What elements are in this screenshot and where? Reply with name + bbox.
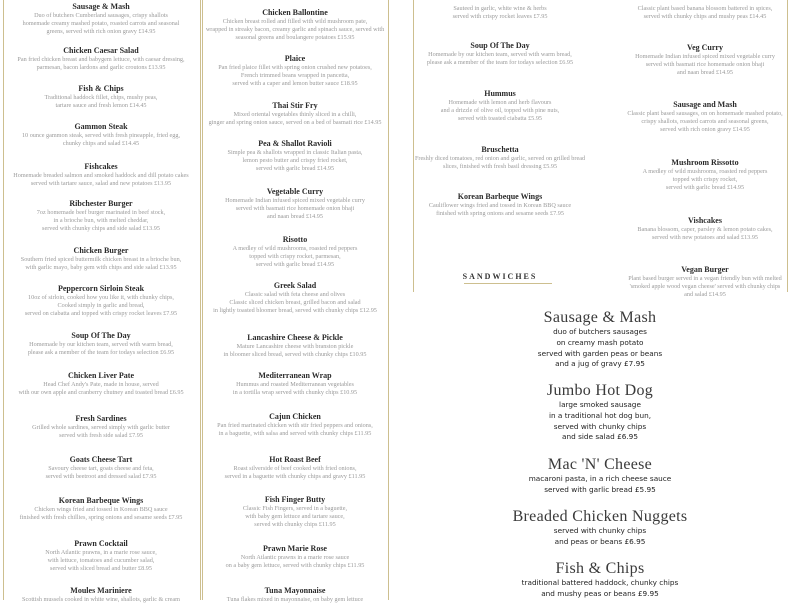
menu-item-title: Hummus (484, 89, 516, 98)
menu-item-description: Mature Lancashire cheese with branston pickle (236, 343, 354, 350)
kids-item-description: and peas or beans £6.95 (554, 536, 646, 546)
menu-item-title: Vishcakes (688, 216, 722, 225)
menu-item-title: Korean Barbeque Wings (457, 192, 543, 201)
menu-item-description: Tuna flakes mixed in mayonnaise, on baby gem lettuce (226, 596, 364, 603)
menu-item (202, 100, 388, 127)
menu-item-description: served with new potatoes and salad £13.95 (651, 234, 759, 241)
menu-item-description: lemon pesto butter and crispy fried rocket, (242, 157, 348, 164)
menu-item-title: Mushroom Rissotto (671, 158, 739, 167)
menu-item-description: tartare sauce and fresh lemon £14.45 (55, 102, 147, 109)
menu-item-description: please ask a member of the team for todays selection £6.95 (27, 349, 175, 356)
menu-item-title: Goats Cheese Tart (69, 455, 133, 464)
menu-item-title: Soup Of The Day (71, 331, 131, 340)
menu-item-description: Cooked simply in garlic and bread, (57, 302, 145, 309)
menu-item-description: 'smoked apple wood vegan cheese' served with chunky chips (629, 283, 781, 290)
menu-item-title: Fish Finger Butty (264, 495, 326, 504)
menu-item-description: and salad £14.95 (684, 291, 726, 298)
kids-menu-item (480, 456, 720, 496)
menu-item (202, 186, 388, 221)
menu-item (202, 53, 388, 88)
menu-item (202, 138, 388, 173)
menu-item-description: greens, served with rich onion gravy £14.95 (46, 28, 156, 35)
kids-item-description: in a traditional hot dog bun, (548, 410, 652, 420)
menu-item-description: Pan fried plaice fillet with spring onion crushed new potatoes, (218, 64, 372, 71)
menu-item-title: Pea & Shallot Ravioli (258, 139, 332, 148)
menu-item-description: please ask a member of the team for todays selection £6.95 (426, 59, 574, 66)
menu-item-description: and naan bread £14.95 (266, 213, 323, 220)
kids-item-description: and a jug of gravy £7.95 (555, 359, 645, 369)
menu-item-title: Moules Mariniere (70, 586, 132, 595)
kids-menu-item (480, 560, 720, 600)
menu-item-description: topped with crispy rocket, parmesan, (249, 253, 341, 260)
menu-item (3, 330, 199, 357)
menu-item-title: Bruschetta (481, 145, 519, 154)
menu-item (3, 370, 199, 397)
menu-item-description: Simple pea & shallots wrapped in classic Italian pasta, (227, 149, 363, 156)
menu-item-description: Chicken breast rolled and filled with wild mushroom pate, (222, 18, 368, 25)
menu-item-description: Savoury cheese tart, goats cheese and feta, (48, 465, 154, 472)
menu-item-description: Roast silverside of beef cooked with fried onions, (233, 465, 357, 472)
menu-item-description: Classic plant based banana blossom battered in spices, (637, 5, 773, 12)
kids-item-description: served with garlic bread £5.95 (544, 484, 656, 494)
menu-item-description: Traditional haddock fillet, chips, mushy peas, (44, 94, 158, 101)
menu-item-title: Chicken Liver Pate (67, 371, 135, 380)
menu-item-description: and a drizzle of olive oil, topped with pine nuts, (440, 107, 560, 114)
menu-item-description: served with crispy rocket leaves £7.95 (452, 13, 548, 20)
divider (388, 0, 389, 600)
menu-item-description: in bloomer sliced bread, served with chunky chips £10.95 (223, 351, 367, 358)
menu-item-description: Classic salad with feta cheese and olives (244, 291, 346, 298)
menu-item-description: North Atlantic prawns in a marie rose sauce (240, 554, 350, 561)
menu-item (202, 543, 388, 570)
menu-item (202, 494, 388, 529)
menu-item-description: A medley of wild mushrooms, roasted red peppers (232, 245, 358, 252)
menu-item-description: parmesan, bacon lardons and garlic croutons £13.95 (36, 64, 166, 71)
menu-item-title: Ribchester Burger (69, 199, 133, 208)
menu-item-description: in a baguette, with salsa and served with chunky chips £11.95 (218, 430, 372, 437)
menu-item-description: French trimmed beans wrapped in pancetta, (240, 72, 350, 79)
kids-item-title: Fish & Chips (555, 560, 645, 577)
menu-item (202, 280, 388, 315)
menu-item (202, 411, 388, 438)
menu-item-description: served with chunky chips and side salad £13.95 (42, 225, 160, 232)
menu-item-description: Homemade by our kitchen team, served with warm bread, (29, 341, 173, 348)
menu-item-description: served with chunky chips and mushy peas £14.45 (643, 13, 767, 20)
menu-item-title: Vegetable Curry (266, 187, 324, 196)
menu-item-title: Peppercorn Sirloin Steak (57, 284, 145, 293)
menu-item (3, 121, 199, 148)
menu-item (3, 161, 199, 188)
sandwiches-heading: SANDWICHES (462, 272, 538, 281)
menu-item-description: served with garlic bread £14.95 (255, 261, 335, 268)
menu-item (410, 5, 590, 21)
menu-item-title: Sausage and Mash (673, 100, 737, 109)
menu-item-description: finished with fresh chillies, spring onions and sesame seeds £7.95 (19, 514, 183, 521)
kids-item-description: on creamy mash potato (556, 337, 644, 347)
kids-item-description: traditional battered haddock, chunky chips (521, 578, 679, 587)
heading-underline (464, 283, 552, 284)
menu-item (3, 538, 199, 573)
menu-item-description: Homemade with lemon and herb flavours (448, 99, 552, 106)
menu-item (3, 454, 199, 481)
menu-item-description: with our own apple and cranberry chutney and toasted bread £6.95 (18, 389, 184, 396)
menu-item-title: Tuna Mayonnaise (264, 586, 326, 595)
kids-item-description: macaroni pasta, in a rich cheese sauce (528, 474, 672, 483)
menu-item-description: Banana blossom, caper, parsley & lemon potato cakes, (637, 226, 773, 233)
menu-item (3, 198, 199, 233)
menu-item (3, 245, 199, 272)
menu-item-title: Soup Of The Day (470, 41, 530, 50)
menu-item-title: Hot Roast Beef (269, 455, 321, 464)
menu-item (3, 495, 199, 522)
menu-item (202, 234, 388, 269)
menu-item-description: with baby gem lettuce and tartare sauce, (245, 513, 345, 520)
menu-item-description: Mixed oriental vegetables thinly sliced in a chilli, (233, 111, 357, 118)
menu-item-description: Plant based burger served in a vegan friendly bun with melted (628, 275, 782, 282)
menu-item-title: Chicken Burger (73, 246, 129, 255)
menu-item-title: Lancashire Cheese & Pickle (247, 333, 343, 342)
menu-item-title: Risotto (282, 235, 308, 244)
menu-item-title: Chicken Caesar Salad (63, 46, 139, 55)
kids-item-title: Jumbo Hot Dog (546, 382, 654, 399)
menu-item-description: Homemade by our kitchen team, served with warm bread, (428, 51, 572, 58)
menu-item-title: Fishcakes (84, 162, 118, 171)
menu-item (612, 99, 798, 134)
menu-item-description: Grilled whole sardines, served simply with garlic butter (32, 424, 170, 431)
menu-item (202, 454, 388, 481)
menu-item (612, 215, 798, 242)
menu-item-title: Gammon Steak (74, 122, 128, 131)
kids-item-description: and side salad £6.95 (562, 432, 638, 442)
menu-item-description: slices, finished with fresh basil dressing £5.95 (442, 163, 558, 170)
menu-item-description: served with a caper and lemon butter sauce £18.95 (232, 80, 358, 87)
menu-item (3, 413, 199, 440)
kids-menu-item (480, 382, 720, 443)
menu-item-description: Head Chef Andy's Pate, made in house, served (43, 381, 159, 388)
menu-item-description: served with basmati rice homemade onion bhaji (645, 61, 765, 68)
menu-item (3, 283, 199, 318)
kids-item-description: and mushy peas or beans £9.95 (541, 588, 659, 598)
menu-item-description: served with fresh side salad £7.95 (59, 432, 143, 439)
menu-item-description: topped with crispy rocket, (672, 176, 738, 183)
menu-item-description: and naan bread £14.95 (676, 69, 733, 76)
kids-item-description: large smoked sausage (559, 400, 641, 409)
menu-item-description: Pan fried marinated chicken with stir fried peppers and onions, (217, 422, 373, 429)
menu-item-title: Fish & Chips (78, 84, 124, 93)
kids-item-title: Breaded Chicken Nuggets (512, 508, 688, 525)
menu-item-description: Classic plant based sausages, on on homemade mashed potato, (627, 110, 783, 117)
menu-item-description: A medley of wild mushrooms, roasted red peppers (642, 168, 768, 175)
menu-item-description: Cauliflower wings fried and tossed in Korean BBQ sauce (428, 202, 572, 209)
menu-item-title: Thai Stir Fry (272, 101, 318, 110)
menu-item-description: 10 ounce gammon steak, served with fresh pineapple, fried egg, (21, 132, 181, 139)
menu-item (202, 585, 388, 604)
menu-item-title: Fresh Sardines (75, 414, 127, 423)
menu-item (410, 88, 590, 123)
menu-item-description: served on ciabatta and topped with crispy rocket leaves £7.95 (24, 310, 178, 317)
menu-item-description: Hummus and roasted Mediterranean vegetables (236, 381, 354, 388)
menu-item-description: Freshly diced tomatoes, red onion and garlic, served on grilled bread (414, 155, 586, 162)
menu-item-description: with garlic mayo, baby gem with chips and side salad £13.95 (25, 264, 177, 271)
menu-item-title: Chicken Ballontine (262, 8, 328, 17)
menu-item (612, 264, 798, 299)
menu-item-description: served with tartare sauce, salad and new potatoes £13.95 (30, 180, 172, 187)
menu-item-description: Homemade breaded salmon and smoked haddock and dill potato cakes (13, 172, 189, 179)
menu-item-description: served with rich onion gravy £14.95 (660, 126, 750, 133)
menu-item-description: served with chunky chips £11.95 (254, 521, 336, 528)
menu-item-description: served with beetroot and dressed salad £7.95 (45, 473, 157, 480)
menu-item-description: Chicken wings fried and tossed in Korean BBQ sauce (34, 506, 168, 513)
menu-item (3, 45, 199, 72)
menu-item-description: seasonal greens and boulangere potatoes £15.95 (235, 34, 355, 41)
menu-item-title: Vegan Burger (681, 265, 729, 274)
menu-item-description: chunky chips and salad £14.45 (62, 140, 140, 147)
menu-item-description: served with basmati rice homemade onion bhaji (235, 205, 355, 212)
menu-item (3, 83, 199, 110)
menu-item-description: served with garlic bread £14.95 (255, 165, 335, 172)
menu-item-title: Sausage & Mash (72, 2, 130, 11)
menu-item-description: in lightly toasted bloomer bread, served with chunky chips £12.95 (213, 307, 377, 314)
menu-item (202, 370, 388, 397)
menu-item-description: crispy shallots, roasted carrots and seasonal greens, (641, 118, 769, 125)
menu-item-title: Prawn Marie Rose (263, 544, 327, 553)
menu-item-description: Pan fried chicken breast and babygem lettuce, with caesar dressing, (17, 56, 185, 63)
kids-item-description: served with garden peas or beans (537, 348, 663, 358)
menu-item (410, 191, 590, 218)
menu-item-description: with lettuce, tomatoes and cucumber salad, (47, 557, 155, 564)
menu-item-description: Classic sliced chicken breast, grilled bacon and salad (229, 299, 361, 306)
menu-item-description: Southern fried spiced buttermilk chicken breast in a brioche bun, (20, 256, 182, 263)
kids-item-title: Mac 'N' Cheese (547, 456, 653, 473)
menu-item-description: Classic Fish Fingers, served in a baguette, (242, 505, 348, 512)
menu-item (202, 7, 388, 42)
menu-item (410, 40, 590, 67)
menu-item-description: North Atlantic prawns, in a marie rose sauce, (45, 549, 157, 556)
kids-menu-item (480, 508, 720, 548)
divider (200, 0, 201, 600)
menu-item-description: on a baby gem lettuce, served with chunky chips £11.95 (225, 562, 365, 569)
kids-item-title: Sausage & Mash (543, 309, 657, 326)
menu-item (3, 585, 199, 604)
kids-menu-item (480, 309, 720, 370)
menu-item-description: wrapped in streaky bacon, creamy garlic and spinach sauce, served with (205, 26, 385, 33)
menu-item (410, 144, 590, 171)
kids-item-description: served with chunky chips (553, 421, 647, 431)
menu-item-description: Scottish mussels cooked in white wine, shallots, garlic & cream (22, 596, 180, 603)
menu-item-description: Homemade Indian infused spiced mixed vegetable curry (225, 197, 365, 204)
menu-item (612, 42, 798, 77)
menu-item-title: Prawn Cocktail (74, 539, 128, 548)
menu-item (3, 1, 199, 36)
menu-item-description: homemade creamy mashed potato, roasted carrots and seasonal (22, 20, 180, 27)
menu-item-description: 7oz homemade beef burger marinated in beef stock, (36, 209, 166, 216)
kids-item-description: served with chunky chips (553, 526, 647, 535)
menu-item-description: Duo of butchers Cumberland sausages, crispy shallots (34, 12, 168, 19)
menu-item-description: served with garlic bread £14.95 (665, 184, 745, 191)
menu-item (612, 5, 798, 21)
menu-item-description: ginger and spring onion sauce, served on a bed of basmati rice £14.95 (208, 119, 382, 126)
menu-item-title: Mediterranean Wrap (258, 371, 332, 380)
menu-item-description: served in a baguette with chunky chips and gravy £11.95 (224, 473, 366, 480)
menu-item-description: served with toasted ciabatta £5.95 (457, 115, 543, 122)
menu-item-description: in a brioche bun, with melted cheddar, (53, 217, 149, 224)
menu-item-description: served with sliced bread and butter £8.95 (50, 565, 152, 572)
menu-item-description: finished with spring onions and sesame seeds £7.95 (436, 210, 564, 217)
menu-item-description: Sauteed in garlic, white wine & herbs (453, 5, 547, 12)
menu-item (612, 157, 798, 192)
menu-item-title: Korean Barbeque Wings (58, 496, 144, 505)
menu-item-description: 10oz of sirloin, cooked how you like it, with chunky chips, (28, 294, 174, 301)
menu-item-title: Veg Curry (687, 43, 723, 52)
menu-item-title: Plaice (284, 54, 306, 63)
menu-item-description: in a tortilla wrap served with chunky chips £10.95 (232, 389, 358, 396)
menu-item-title: Cajun Chicken (269, 412, 321, 421)
menu-item (202, 332, 388, 359)
menu-item-title: Greek Salad (273, 281, 317, 290)
menu-item-description: Homemade Indian infused spiced mixed vegetable curry (635, 53, 775, 60)
kids-item-description: duo of butchers sausages (553, 327, 647, 336)
